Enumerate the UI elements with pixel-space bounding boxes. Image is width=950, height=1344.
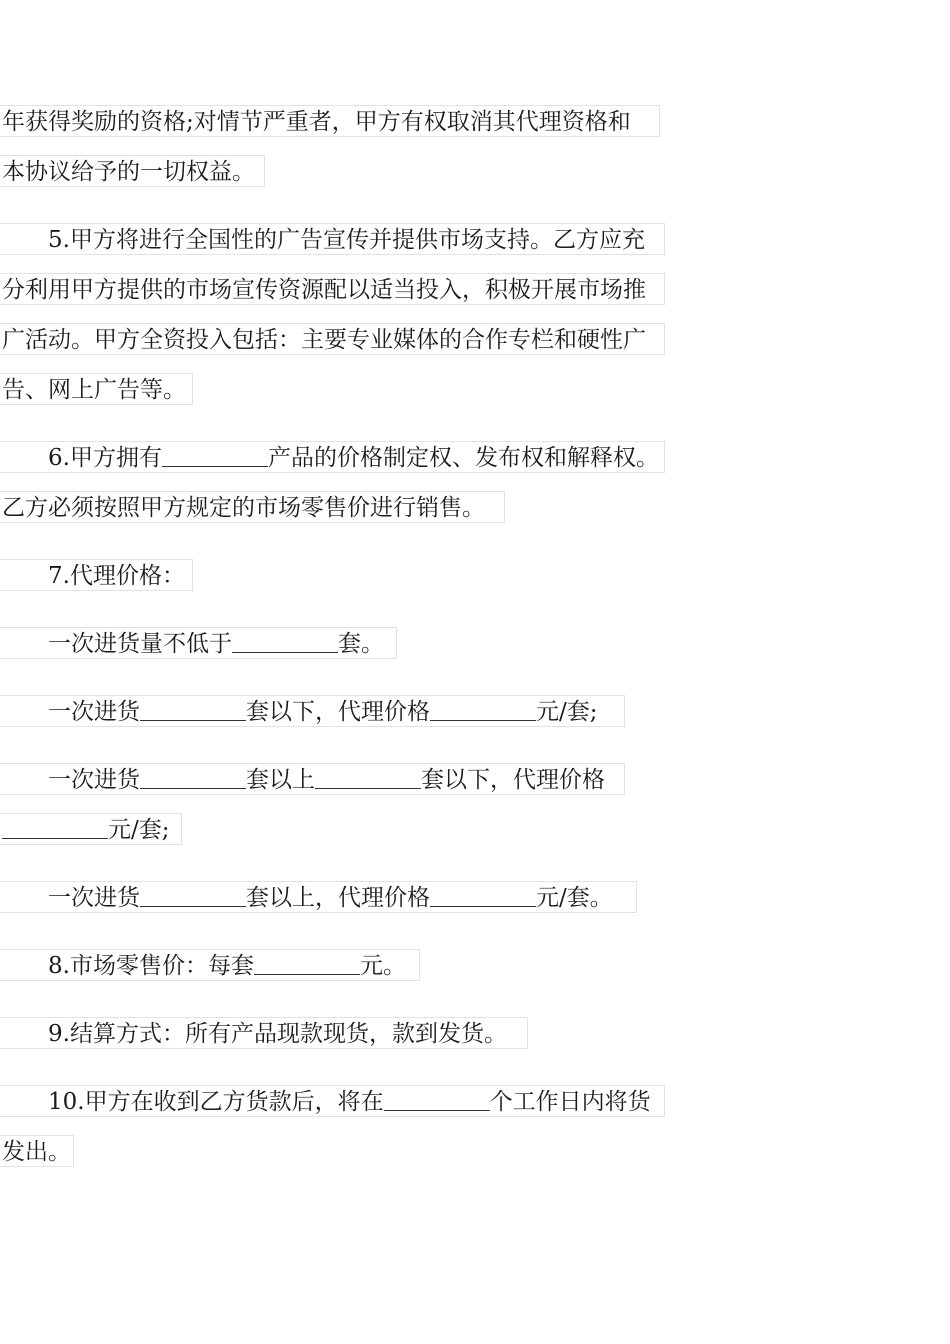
settlement-line: 9.结算方式：所有产品现款现货，款到发货。 (0, 1017, 528, 1049)
min-order-line: 一次进货量不低于 套。 (0, 627, 397, 659)
text-line: 发出。 (0, 1135, 74, 1167)
text-line: 广活动。甲方全资投入包括：主要专业媒体的合作专栏和硬性广 (0, 323, 665, 355)
fill-in-blank[interactable] (140, 766, 246, 789)
text-line: 本协议给予的一切权益。 (0, 155, 265, 187)
fill-in-blank[interactable] (2, 816, 108, 839)
text-line: 乙方必须按照甲方规定的市场零售价进行销售。 (0, 491, 505, 523)
text-line: 年获得奖励的资格;对情节严重者，甲方有权取消其代理资格和 (0, 105, 660, 137)
paragraph-10-line: 10.甲方在收到乙方货款后，将在 个工作日内将货 (0, 1085, 665, 1117)
fill-in-blank[interactable] (384, 1088, 490, 1111)
fill-in-blank[interactable] (430, 698, 536, 721)
text-line: 告、网上广告等。 (0, 373, 193, 405)
text-line: 分利用甲方提供的市场宣传资源配以适当投入，积极开展市场推 (0, 273, 665, 305)
fill-in-blank[interactable] (162, 444, 268, 467)
fill-in-blank[interactable] (430, 884, 536, 907)
fill-in-blank[interactable] (140, 698, 246, 721)
price-tier-line: 一次进货 套以上 套以下，代理价格 (0, 763, 625, 795)
retail-price-line: 8.市场零售价：每套 元。 (0, 949, 420, 981)
paragraph-7-line: 7.代理价格： (0, 559, 193, 591)
price-tier-line: 一次进货 套以下，代理价格 元/套; (0, 695, 625, 727)
fill-in-blank[interactable] (232, 630, 338, 653)
fill-in-blank[interactable] (140, 884, 246, 907)
paragraph-6-line: 6.甲方拥有 产品的价格制定权、发布权和解释权。 (0, 441, 665, 473)
text-line: 元/套; (0, 813, 182, 845)
paragraph-5-line: 5.甲方将进行全国性的广告宣传并提供市场支持。乙方应充 (0, 223, 665, 255)
fill-in-blank[interactable] (315, 766, 421, 789)
fill-in-blank[interactable] (254, 952, 360, 975)
price-tier-line: 一次进货 套以上，代理价格 元/套。 (0, 881, 637, 913)
